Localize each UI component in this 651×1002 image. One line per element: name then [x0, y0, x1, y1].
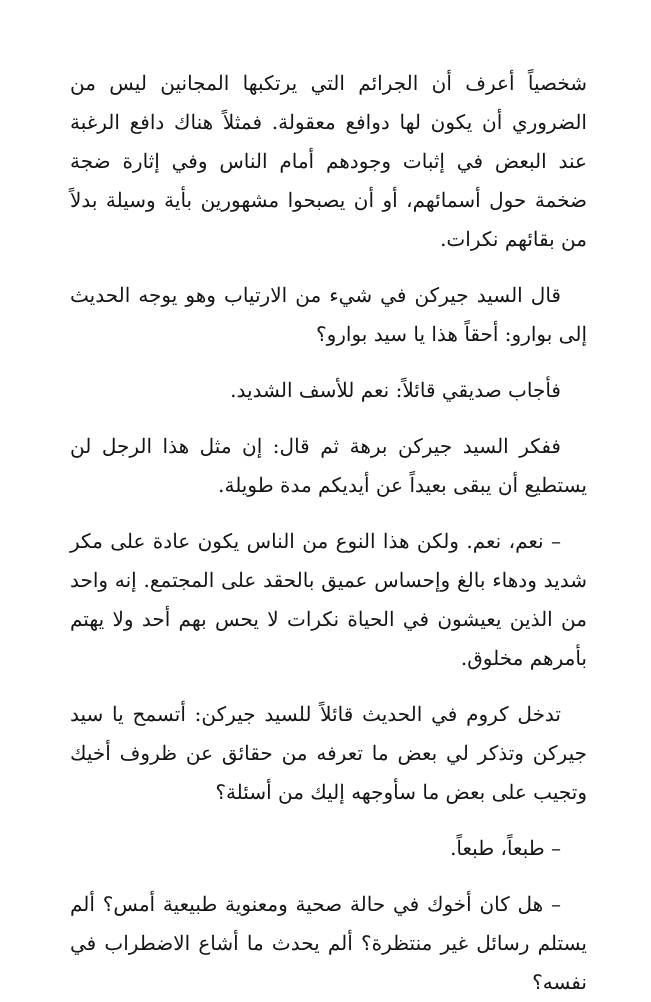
paragraph-friend-reply: فأجاب صديقي قائلاً: نعم للأسف الشديد. — [230, 378, 561, 402]
paragraph-of-course: – طبعاً، طبعاً. — [450, 836, 561, 860]
paragraph-cunning-type: – نعم، نعم. ولكن هذا النوع من الناس يكون عادة على مكر شديد ودهاء بالغ وإحساس عميق بالحقد على المجتمع. إنه واحد من الذين يعيشون في الحياة نكرات لا يحس بهم أحد ولا يهتم بأمرهم مخلوق. — [70, 529, 587, 670]
paragraph-madmen-motives: شخصياً أعرف أن الجرائم التي يرتكبها المجانين ليس من الضروري أن يكون لها دوافع معقولة. فمثلاً هناك دافع الرغبة عند البعض في إثبات وجودهم أمام الناس وفي إثارة ضجة ضخمة حول أسمائهم، أو أن يصبحوا مشهورين بأية وسيلة بدلاً من بقائهم نكرات. — [70, 71, 587, 251]
paragraph-jerkin-thought: ففكر السيد جيركن برهة ثم قال: إن مثل هذا الرجل لن يستطيع أن يبقى بعيداً عن أيديكم مدة طويلة. — [70, 434, 587, 497]
paragraph-brother-health: – هل كان أخوك في حالة صحية ومعنوية طبيعية أمس؟ ألم يستلم رسائل غير منتظرة؟ ألم يحدث ما أشاع الاضطراب في نفسه؟ — [70, 892, 587, 994]
paragraph-jerkin-question: قال السيد جيركن في شيء من الارتياب وهو يوجه الحديث إلى بوارو: أحقاً هذا يا سيد بوارو؟ — [70, 283, 587, 346]
paragraph-crome-interjects: تدخل كروم في الحديث قائلاً للسيد جيركن: أتسمح يا سيد جيركن وتذكر لي بعض ما تعرفه من حقائق عن ظروف أخيك وتجيب على بعض ما سأوجهه إليك من أسئلة؟ — [70, 702, 587, 804]
